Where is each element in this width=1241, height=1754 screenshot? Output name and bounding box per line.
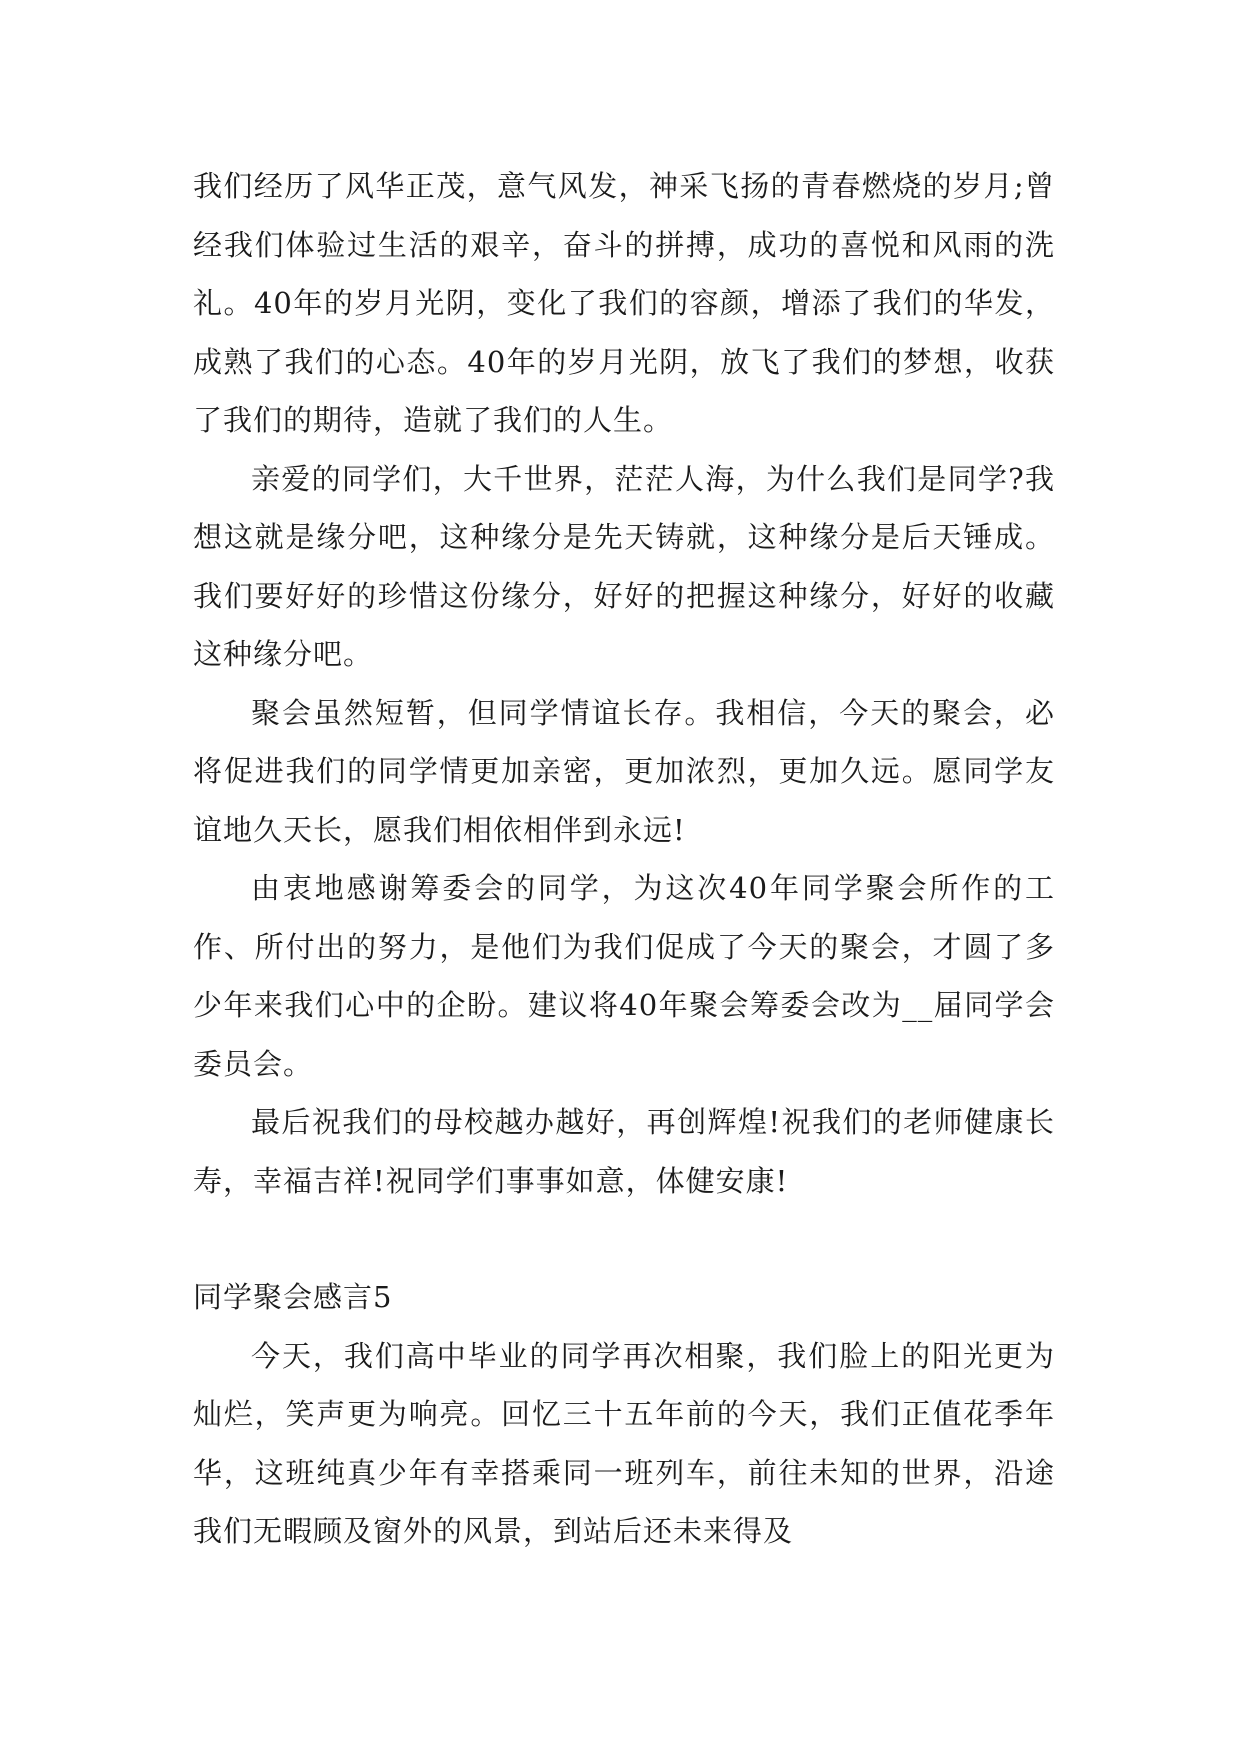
paragraph-reunion: 今天，我们高中毕业的同学再次相聚，我们脸上的阳光更为灿烂，笑声更为响亮。回忆三十五年前的今天，我们正值花季年华，这班纯真少年有幸搭乘同一班列车，前往未知的世界，沿途我们无暇顾及窗外的风景，到站后还未来得及 — [193, 1338, 1055, 1548]
paragraph-fate: 亲爱的同学们，大千世界，茫茫人海，为什么我们是同学?我想这就是缘分吧，这种缘分是先天铸就，这种缘分是后天锤成。我们要好好的珍惜这份缘分，好好的把握这种缘分，好好的收藏这种缘分吧。 — [193, 461, 1055, 671]
paragraph-thanks: 由衷地感谢筹委会的同学，为这次40年同学聚会所作的工作、所付出的努力，是他们为我们促成了今天的聚会，才圆了多少年来我们心中的企盼。建议将40年聚会筹委会改为__届同学会委员会。 — [193, 871, 1055, 1081]
paragraph-wishes: 最后祝我们的母校越办越好，再创辉煌!祝我们的老师健康长寿，幸福吉祥!祝同学们事事如意，体健安康! — [193, 1105, 1055, 1198]
document-body — [193, 157, 1055, 1561]
section-heading: 同学聚会感言5 — [193, 1280, 393, 1314]
paragraph-friendship: 聚会虽然短暂，但同学情谊长存。我相信，今天的聚会，必将促进我们的同学情更加亲密，更加浓烈，更加久远。愿同学友谊地久天长，愿我们相依相伴到永远! — [193, 695, 1055, 847]
paragraph-continuation: 我们经历了风华正茂，意气风发，神采飞扬的青春燃烧的岁月;曾经我们体验过生活的艰辛，奋斗的拼搏，成功的喜悦和风雨的洗礼。40年的岁月光阴，变化了我们的容颜，增添了我们的华发，成熟了我们的心态。40年的岁月光阴，放飞了我们的梦想，收获了我们的期待，造就了我们的人生。 — [193, 169, 1055, 437]
section-spacer — [193, 1210, 1055, 1268]
